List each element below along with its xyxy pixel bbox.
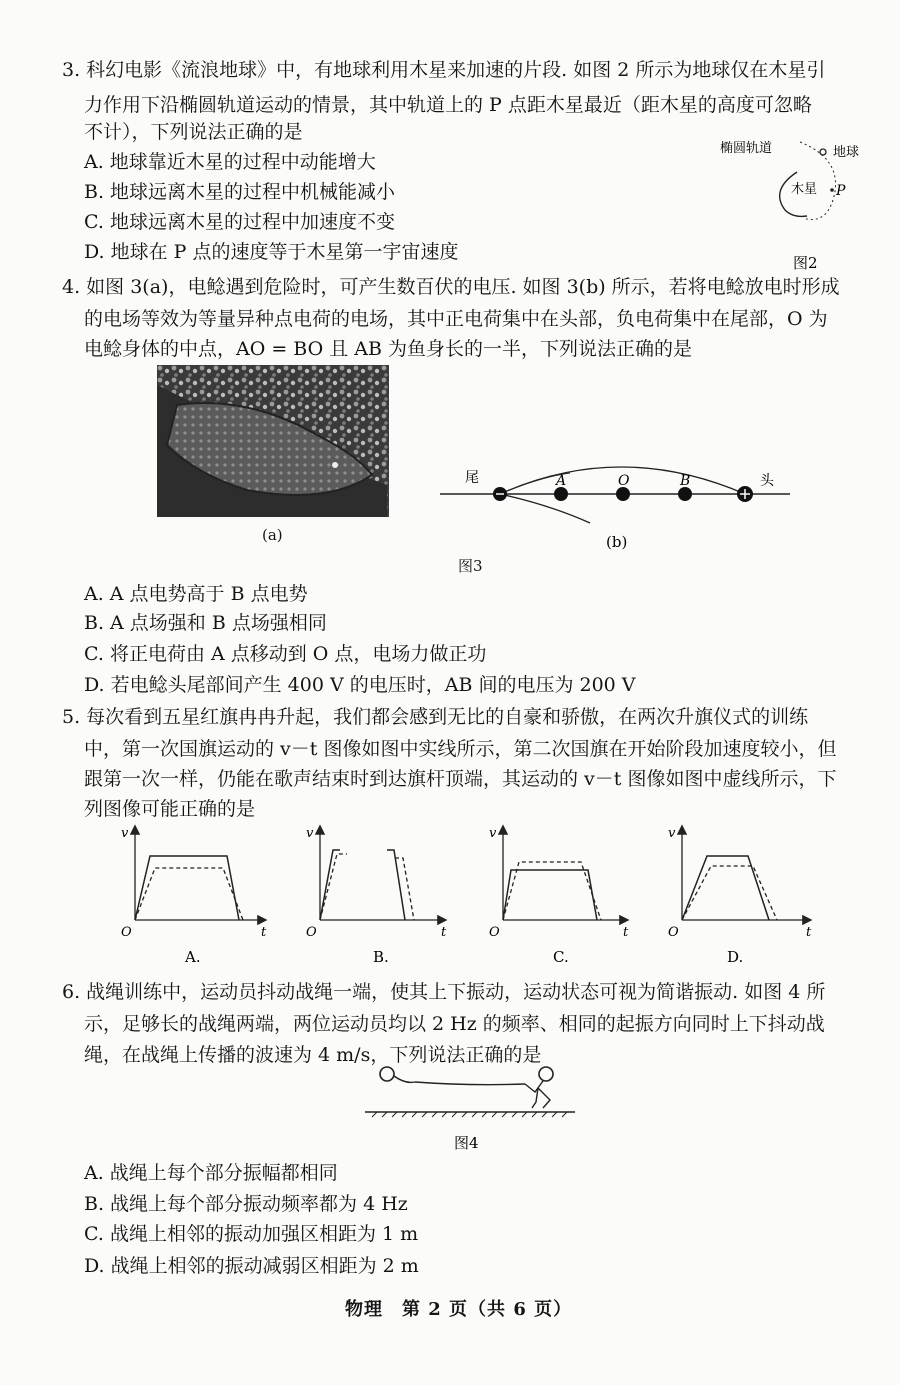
figure-4-caption: 图4	[454, 1134, 479, 1152]
q4-option-b: B. A 点场强和 B 点场强相同	[84, 612, 327, 634]
q6-option-a: A. 战绳上每个部分振幅都相同	[84, 1162, 338, 1184]
orbit-dotted-arc	[800, 142, 836, 220]
athlete-left-head	[380, 1067, 394, 1081]
figure-4-battle-rope	[360, 1062, 580, 1157]
graph-c-v: v	[489, 826, 497, 841]
q3-stem-line-3: 不计），下列说法正确的是	[84, 121, 303, 143]
figure-3-caption: 图3	[458, 557, 483, 575]
vt-graphs	[115, 822, 835, 972]
q3-stem-line-2: 力作用下沿椭圆轨道运动的情景，其中轨道上的 P 点距木星最近（距木星的高度可忽略	[84, 94, 812, 116]
graph-c-t: t	[623, 925, 629, 940]
graph-b-t: t	[441, 925, 447, 940]
figure-3a-caption: (a)	[262, 526, 283, 544]
graph-d-label: D.	[727, 948, 744, 966]
point-a-dot	[554, 487, 568, 501]
q3-stem-line-1: 3. 科幻电影《流浪地球》中，有地球利用木星来加速的片段. 如图 2 所示为地球仅在木星引	[62, 59, 826, 81]
head-label: 头	[760, 473, 774, 489]
field-line-lower	[500, 494, 590, 523]
q3-option-c: C. 地球远离木星的过程中加速度不变	[84, 211, 395, 233]
q5-stem-line-1: 5. 每次看到五星红旗冉冉升起，我们都会感到无比的自豪和骄傲，在两次升旗仪式的训练	[62, 706, 809, 728]
graph-d-v: v	[668, 826, 676, 841]
label-o: O	[618, 473, 630, 489]
earth-label: 地球	[833, 145, 860, 160]
graph-a	[121, 826, 267, 966]
q3-option-a: A. 地球靠近木星的过程中动能增大	[84, 151, 376, 173]
graph-c-origin: O	[489, 925, 500, 940]
figure-2-caption: 图2	[793, 254, 818, 272]
q3-option-b: B. 地球远离木星的过程中机械能减小	[84, 181, 396, 203]
q6-option-d: D. 战绳上相邻的振动减弱区相距为 2 m	[84, 1255, 419, 1277]
q6-option-b: B. 战绳上每个部分振动频率都为 4 Hz	[84, 1193, 408, 1215]
q4-stem-line-1: 4. 如图 3(a)，电鲶遇到危险时，可产生数百伏的电压. 如图 3(b) 所示，若将电鲶放电时形成	[62, 276, 840, 298]
graph-b-label: B.	[373, 948, 389, 966]
q6-stem-line-1: 6. 战绳训练中，运动员抖动战绳一端，使其上下振动，运动状态可视为简谐振动. 如图 4 所	[62, 981, 826, 1003]
graph-a-v: v	[121, 826, 129, 841]
q6-stem-line-2: 示，足够长的战绳两端，两位运动员均以 2 Hz 的频率、相同的起振方向同时上下抖动战	[84, 1013, 825, 1035]
q6-stem-line-3: 绳，在战绳上传播的波速为 4 m/s，下列说法正确的是	[84, 1044, 542, 1066]
q5-stem-line-3: 跟第一次一样，仍能在歌声结束时到达旗杆顶端，其运动的 v－t 图像如图中虚线所示，下	[84, 768, 837, 790]
page-footer: 物理 第 2 页（共 6 页）	[345, 1299, 573, 1320]
q4-option-d: D. 若电鲶头尾部间产生 400 V 的电压时，AB 间的电压为 200 V	[84, 674, 636, 696]
athlete-right-head	[539, 1067, 553, 1081]
q5-stem-line-4: 列图像可能正确的是	[84, 798, 256, 820]
q5-stem-line-2: 中，第一次国旗运动的 v－t 图像如图中实线所示，第二次国旗在开始阶段加速度较小，但	[84, 738, 837, 760]
point-o-dot	[616, 487, 630, 501]
tail-label: 尾	[465, 470, 479, 486]
graph-c-label: C.	[553, 948, 569, 966]
q4-stem-line-3: 电鲶身体的中点，AO = BO 且 AB 为鱼身长的一半，下列说法正确的是	[84, 338, 692, 360]
figure-2-orbit	[715, 130, 885, 280]
graph-a-label: A.	[185, 948, 201, 966]
q4-stem-line-2: 的电场等效为等量异种点电荷的电场，其中正电荷集中在头部，负电荷集中在尾部，O 为	[84, 308, 828, 330]
figure-3b-caption: (b)	[606, 533, 628, 551]
earth-dot	[820, 149, 826, 155]
graph-d	[668, 826, 812, 966]
label-a: A	[556, 473, 567, 489]
graph-a-t: t	[261, 925, 267, 940]
figure-3b-field	[440, 455, 800, 555]
q4-option-a: A. A 点电势高于 B 点电势	[84, 583, 308, 605]
graph-b-v: v	[306, 826, 314, 841]
graph-b-origin: O	[306, 925, 317, 940]
point-b-dot	[678, 487, 692, 501]
catfish-photo	[157, 365, 389, 517]
battle-rope	[415, 1082, 525, 1085]
jupiter-label: 木星	[791, 182, 818, 197]
graph-d-t: t	[806, 925, 812, 940]
label-b: B	[680, 473, 691, 489]
graph-d-origin: O	[668, 925, 679, 940]
orbit-label: 椭圆轨道	[720, 141, 773, 156]
q3-option-d: D. 地球在 P 点的速度等于木星第一宇宙速度	[84, 241, 459, 263]
point-p-dot	[830, 188, 834, 192]
graph-a-origin: O	[121, 925, 132, 940]
q6-option-c: C. 战绳上相邻的振动加强区相距为 1 m	[84, 1223, 419, 1245]
q4-option-c: C. 将正电荷由 A 点移动到 O 点，电场力做正功	[84, 643, 487, 665]
graph-b	[306, 826, 447, 966]
point-p-label: P	[836, 183, 846, 199]
graph-c	[489, 826, 629, 966]
